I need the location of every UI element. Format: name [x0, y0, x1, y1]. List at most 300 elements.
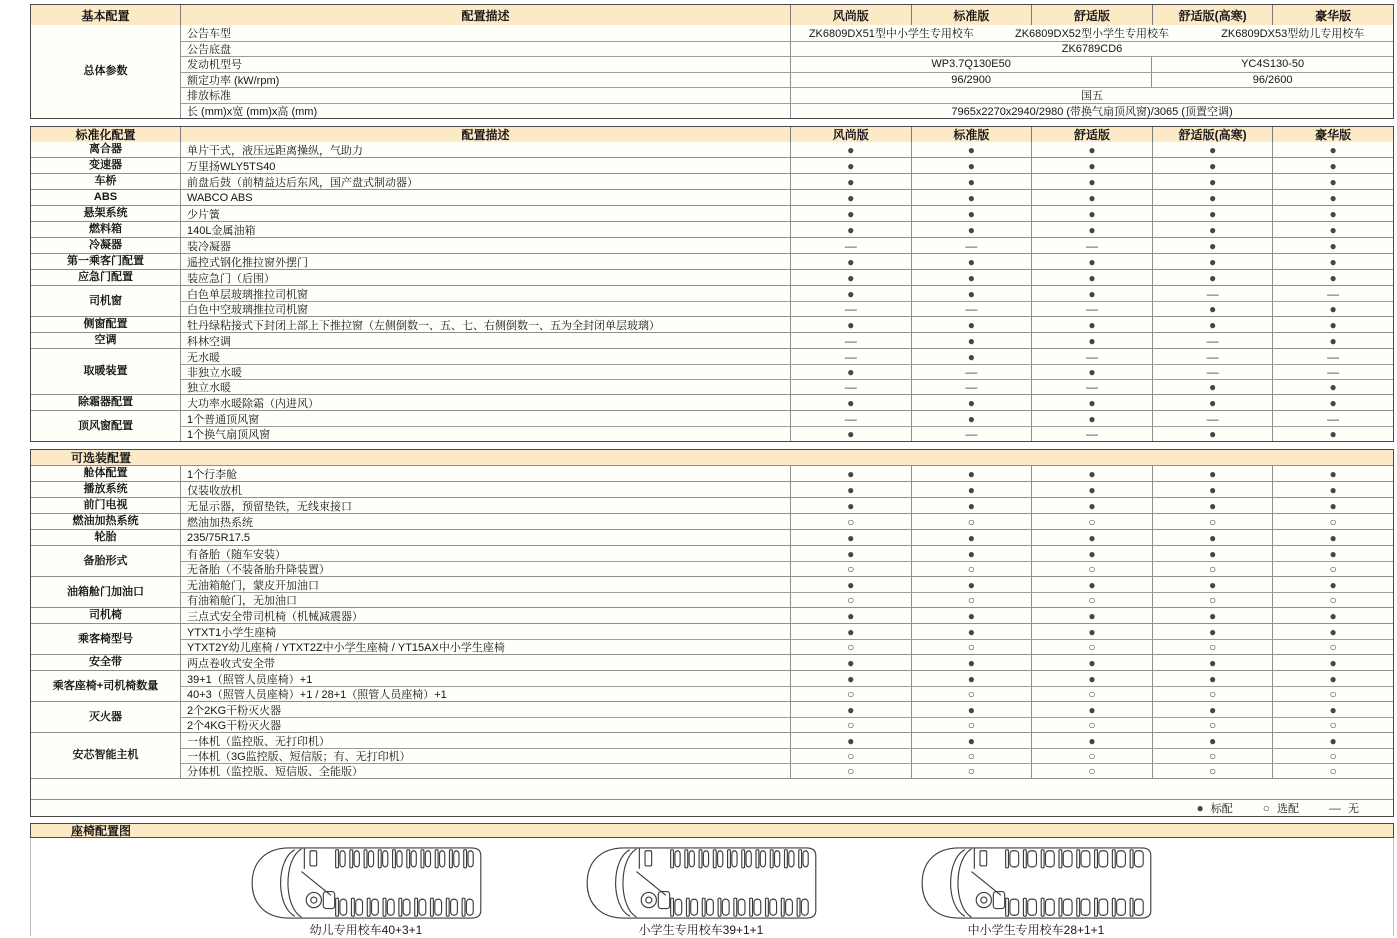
group-label: 冷凝器 — [31, 238, 181, 253]
config-group — [31, 513, 1393, 529]
config-row — [181, 671, 1393, 686]
config-desc: 2个2KG干粉灭火器 — [181, 702, 791, 717]
bus-topview-drawing — [576, 846, 826, 920]
group-label: 备胎形式 — [31, 546, 181, 576]
param-group — [31, 25, 1393, 118]
config-row — [181, 333, 1393, 348]
standard-marker: ● — [912, 286, 1033, 301]
group-label: 油箱舱门加油口 — [31, 577, 181, 607]
standard-marker: ● — [912, 206, 1033, 221]
standard-marker: ● — [791, 624, 912, 639]
version-header: 舒适版(高寒) — [1153, 5, 1274, 25]
group-label: 总体参数 — [31, 25, 181, 118]
standard-marker: ● — [1153, 498, 1274, 513]
standard-marker: ● — [1329, 206, 1337, 221]
seating-diagrams — [30, 838, 1394, 936]
bus-caption: 中小学生专用校车28+1+1 — [967, 923, 1105, 937]
standard-marker: ● — [912, 498, 1033, 513]
standard-marker: ● — [912, 671, 1033, 686]
standard-marker: ● — [1329, 333, 1337, 348]
config-desc: 少片簧 — [181, 206, 791, 221]
config-group — [31, 654, 1393, 670]
optional-marker: ○ — [1032, 593, 1153, 607]
config-row — [181, 624, 1393, 639]
config-desc: WABCO ABS — [181, 190, 791, 205]
config-row — [181, 142, 1393, 157]
standard-marker: ● — [912, 190, 1033, 205]
standard-marker: ● — [1032, 466, 1153, 481]
config-group — [31, 348, 1393, 394]
standard-marker: ● — [1032, 577, 1153, 592]
config-value: 国五 — [1081, 90, 1103, 103]
standard-marker: ● — [1153, 142, 1274, 157]
version-header: 舒适版 — [1032, 127, 1153, 142]
standard-marker: ● — [912, 546, 1033, 561]
config-desc: 白色中空玻璃推拉司机窗 — [181, 302, 791, 316]
optional-marker: ○ — [912, 562, 1033, 576]
standard-marker: ● — [1153, 702, 1274, 717]
standard-marker: ● — [1153, 254, 1274, 269]
config-group — [31, 410, 1393, 441]
none-marker: — — [1153, 365, 1274, 379]
config-group — [31, 205, 1393, 221]
legend-label: 标配 — [1210, 803, 1233, 815]
optional-marker: ○ — [912, 514, 1033, 529]
standard-marker: ● — [1329, 317, 1337, 332]
standard-config-section — [30, 126, 1394, 442]
group-label: 灭火器 — [31, 702, 181, 732]
standard-marker: ● — [1153, 190, 1274, 205]
standard-marker: ● — [1153, 577, 1274, 592]
optional-marker: ○ — [1153, 687, 1274, 701]
config-row — [181, 498, 1393, 513]
standard-marker: ● — [1329, 498, 1337, 513]
config-row — [181, 639, 1393, 654]
config-row — [181, 482, 1393, 497]
config-desc: 无油箱舱门，蒙皮开加油口 — [181, 577, 791, 592]
group-label: 乘客椅型号 — [31, 624, 181, 654]
standard-marker: ● — [1032, 142, 1153, 157]
standard-marker: ● — [1329, 577, 1337, 592]
standard-marker: ● — [1329, 546, 1337, 561]
none-marker: — — [791, 238, 912, 253]
standard-marker: ● — [1329, 254, 1337, 269]
config-group — [31, 189, 1393, 205]
optional-marker: ○ — [1153, 562, 1274, 576]
optional-marker: ○ — [912, 718, 1033, 732]
config-desc: 无备胎（不装备胎升降装置） — [181, 562, 791, 576]
config-row — [181, 530, 1393, 545]
basic-row — [181, 25, 1393, 41]
standard-marker: ● — [791, 530, 912, 545]
version-header: 舒适版(高寒) — [1153, 127, 1274, 142]
optional-marker: ○ — [1329, 562, 1337, 576]
config-desc: 无水暖 — [181, 349, 791, 364]
standard-marker: ● — [791, 608, 912, 623]
seating-section — [30, 823, 1394, 936]
group-label: 侧窗配置 — [31, 317, 181, 332]
basic-config-body — [31, 25, 1393, 118]
standard-marker: ● — [1032, 395, 1153, 410]
standard-marker: ● — [1032, 482, 1153, 497]
optional-marker: ○ — [1153, 764, 1274, 778]
version-header: 风尚版 — [791, 5, 912, 25]
bus-diagram — [576, 846, 826, 938]
config-group — [31, 623, 1393, 654]
none-marker: — — [1032, 302, 1153, 316]
standard-marker: ● — [1329, 302, 1337, 316]
standard-marker: ● — [791, 655, 912, 670]
standard-marker: ● — [1153, 671, 1274, 686]
optional-marker: ○ — [791, 749, 912, 763]
group-label: 燃料箱 — [31, 222, 181, 237]
standard-marker: ● — [912, 270, 1033, 285]
standard-marker: ● — [912, 482, 1033, 497]
config-desc: 大功率水暖除霜（内进风） — [181, 395, 791, 410]
config-row — [181, 686, 1393, 701]
config-desc: 排放标准 — [181, 88, 791, 103]
config-desc: 发动机型号 — [181, 57, 791, 72]
standard-marker: ● — [791, 174, 912, 189]
bus-topview-drawing — [241, 846, 491, 920]
legend — [31, 799, 1393, 816]
basic-header-row — [31, 5, 1393, 25]
config-desc: 装冷凝器 — [181, 238, 791, 253]
standard-marker: ● — [1153, 380, 1274, 394]
standard-marker: ● — [1153, 174, 1274, 189]
config-row — [181, 158, 1393, 173]
config-group — [31, 237, 1393, 253]
optional-marker: ○ — [791, 764, 912, 778]
config-desc: 有备胎（随车安装） — [181, 546, 791, 561]
standard-marker: ● — [1032, 702, 1153, 717]
none-marker: — — [912, 302, 1033, 316]
standard-marker: ● — [1153, 238, 1274, 253]
standard-marker: ● — [1329, 733, 1337, 748]
config-row — [181, 411, 1393, 426]
config-group — [31, 173, 1393, 189]
standard-marker: ● — [1032, 333, 1153, 348]
config-desc: YTXT1小学生座椅 — [181, 624, 791, 639]
standard-marker: ● — [912, 530, 1033, 545]
group-label: 司机椅 — [31, 608, 181, 623]
group-label: 轮胎 — [31, 530, 181, 545]
standard-marker: ● — [791, 190, 912, 205]
standard-marker: ● — [1032, 671, 1153, 686]
group-label: 空调 — [31, 333, 181, 348]
config-desc: 1个换气扇顶风窗 — [181, 427, 791, 441]
config-desc: 独立水暖 — [181, 380, 791, 394]
standard-marker: ● — [791, 395, 912, 410]
version-header: 风尚版 — [791, 127, 912, 142]
standard-marker: ● — [1153, 530, 1274, 545]
config-row — [181, 717, 1393, 732]
group-label: 安全带 — [31, 655, 181, 670]
group-label: ABS — [31, 190, 181, 205]
optional-marker: ○ — [1329, 718, 1337, 732]
group-label: 第一乘客门配置 — [31, 254, 181, 269]
standard-marker: ● — [791, 733, 912, 748]
optional-marker: ○ — [1032, 749, 1153, 763]
optional-marker: ○ — [1329, 593, 1337, 607]
config-row — [181, 270, 1393, 285]
optional-marker: ○ — [1153, 514, 1274, 529]
config-row — [181, 222, 1393, 237]
standard-marker: ● — [912, 349, 1033, 364]
config-row — [181, 702, 1393, 717]
standard-marker: ● — [1153, 302, 1274, 316]
standard-marker: ● — [1329, 380, 1337, 394]
config-group — [31, 285, 1393, 316]
group-label: 播放系统 — [31, 482, 181, 497]
standard-marker: ● — [1153, 624, 1274, 639]
bus-caption: 幼儿专用校车40+3+1 — [309, 923, 423, 937]
config-group — [31, 732, 1393, 778]
config-value: 96/2600 — [1252, 73, 1293, 86]
optional-marker: ○ — [1032, 640, 1153, 654]
config-desc: 前盘后鼓（前精益达后东风，国产盘式制动器） — [181, 174, 791, 189]
none-marker: — — [1032, 427, 1153, 441]
standard-marker: ● — [1329, 530, 1337, 545]
config-desc: 公告底盘 — [181, 42, 791, 57]
optional-marker: ○ — [1153, 593, 1274, 607]
legend-label: 无 — [1348, 803, 1359, 815]
config-desc: 万里扬WLY5TS40 — [181, 158, 791, 173]
none-marker: — — [791, 333, 912, 348]
standard-marker: ● — [1329, 671, 1337, 686]
standard-marker: ● — [912, 608, 1033, 623]
standard-marker: ● — [791, 427, 912, 441]
optional-marker: ○ — [912, 687, 1033, 701]
none-marker: — — [1327, 349, 1340, 364]
standard-header-row — [31, 127, 1393, 142]
config-desc: 长 (mm)x宽 (mm)x高 (mm) — [181, 104, 791, 119]
optional-marker: ○ — [912, 593, 1033, 607]
standard-marker: ● — [1032, 411, 1153, 426]
config-row — [181, 206, 1393, 221]
standard-marker: ● — [912, 222, 1033, 237]
legend-item-optional — [1263, 800, 1299, 816]
standard-marker: ● — [1153, 733, 1274, 748]
standard-marker: ● — [1032, 254, 1153, 269]
config-row — [181, 763, 1393, 778]
config-row — [181, 514, 1393, 529]
standard-marker: ● — [1329, 174, 1337, 189]
version-header: 豪华版 — [1315, 8, 1352, 23]
seating-section-title: 座椅配置图 — [30, 823, 1394, 838]
config-desc: 额定功率 (kW/rpm) — [181, 73, 791, 88]
standard-marker: ● — [1032, 498, 1153, 513]
standard-marker: ● — [1153, 206, 1274, 221]
config-group — [31, 466, 1393, 481]
optional-marker: ○ — [791, 514, 912, 529]
standard-marker: ● — [791, 702, 912, 717]
config-group — [31, 157, 1393, 173]
config-row — [181, 317, 1393, 332]
standard-marker: ● — [1032, 190, 1153, 205]
config-row — [181, 254, 1393, 269]
standard-marker: ● — [912, 624, 1033, 639]
config-desc: 科林空调 — [181, 333, 791, 348]
standard-marker: ● — [1329, 427, 1337, 441]
config-group — [31, 316, 1393, 332]
standard-marker: ● — [1153, 158, 1274, 173]
standard-marker: ● — [1032, 655, 1153, 670]
config-desc: 140L金属油箱 — [181, 222, 791, 237]
config-group — [31, 670, 1393, 701]
basic-row — [181, 56, 1393, 72]
group-label: 变速器 — [31, 158, 181, 173]
optional-marker: ○ — [1153, 749, 1274, 763]
config-row — [181, 174, 1393, 189]
config-row — [181, 655, 1393, 670]
config-desc: 39+1（照管人员座椅）+1 — [181, 671, 791, 686]
optional-section-title: 可选装配置 — [31, 450, 1393, 466]
config-desc: 白色单层玻璃推拉司机窗 — [181, 286, 791, 301]
config-desc: 235/75R17.5 — [181, 530, 791, 545]
standard-marker: ● — [791, 270, 912, 285]
none-marker: — — [1327, 286, 1340, 301]
config-value: ZK6809DX51型中小学生专用校车 — [808, 27, 974, 40]
config-desc: 仅装收放机 — [181, 482, 791, 497]
config-row — [181, 592, 1393, 607]
config-row — [181, 577, 1393, 592]
standard-marker: ● — [791, 577, 912, 592]
optional-marker: ○ — [1329, 640, 1337, 654]
desc-column-header: 配置描述 — [181, 127, 791, 142]
config-desc: 分体机（监控版、短信版、全能版） — [181, 764, 791, 778]
standard-marker: ● — [791, 142, 912, 157]
standard-marker: ● — [1329, 142, 1337, 157]
config-desc: 公告车型 — [181, 25, 791, 41]
standard-marker: ● — [791, 222, 912, 237]
optional-marker: ○ — [1329, 749, 1337, 763]
standard-marker: ● — [1153, 270, 1274, 285]
group-label: 离合器 — [31, 142, 181, 157]
config-desc: YTXT2Y幼儿座椅 / YTXT2Z中小学生座椅 / YT15AX中小学生座椅 — [181, 640, 791, 654]
optional-marker: ○ — [912, 764, 1033, 778]
standard-marker: ● — [1032, 158, 1153, 173]
standard-marker: ● — [1329, 608, 1337, 623]
standard-marker: ● — [1329, 190, 1337, 205]
basic-row — [181, 41, 1393, 57]
config-value: 7965x2270x2940/2980 (带换气扇顶风窗)/3065 (顶置空调) — [951, 105, 1233, 118]
bus-caption: 小学生专用校车39+1+1 — [638, 923, 764, 937]
standard-marker: ● — [791, 286, 912, 301]
optional-marker: ○ — [1032, 562, 1153, 576]
optional-marker: ○ — [1153, 640, 1274, 654]
optional-config-body — [31, 466, 1393, 778]
config-group — [31, 142, 1393, 157]
standard-marker: ● — [1329, 466, 1337, 481]
config-group — [31, 221, 1393, 237]
desc-column-header: 配置描述 — [181, 5, 791, 25]
group-label: 应急门配置 — [31, 270, 181, 285]
standard-config-body — [31, 142, 1393, 441]
group-label: 顶风窗配置 — [31, 411, 181, 441]
standard-marker: ● — [1153, 482, 1274, 497]
none-marker-icon: — — [1329, 801, 1341, 815]
config-group — [31, 701, 1393, 732]
none-marker: — — [1153, 349, 1274, 364]
config-row — [181, 349, 1393, 364]
optional-marker: ○ — [1329, 764, 1337, 778]
none-marker: — — [1032, 380, 1153, 394]
config-group — [31, 394, 1393, 410]
standard-marker: ● — [912, 254, 1033, 269]
standard-marker: ● — [791, 206, 912, 221]
none-marker: — — [791, 302, 912, 316]
config-group — [31, 576, 1393, 607]
standard-marker: ● — [912, 158, 1033, 173]
standard-marker: ● — [912, 395, 1033, 410]
optional-marker: ○ — [791, 562, 912, 576]
standard-marker: ● — [791, 317, 912, 332]
config-row — [181, 561, 1393, 576]
optional-marker: ○ — [1032, 718, 1153, 732]
standard-marker: ● — [1032, 286, 1153, 301]
standard-marker: ● — [1032, 530, 1153, 545]
config-row — [181, 395, 1393, 410]
version-header: 标准版 — [912, 127, 1033, 142]
optional-marker: ○ — [1032, 514, 1153, 529]
standard-marker: ● — [1032, 546, 1153, 561]
none-marker: — — [912, 380, 1033, 394]
standard-marker: ● — [1329, 655, 1337, 670]
standard-marker: ● — [791, 365, 912, 379]
optional-config-section — [30, 449, 1394, 817]
config-row — [181, 364, 1393, 379]
bus-topview-drawing — [911, 846, 1161, 920]
standard-marker: ● — [1329, 624, 1337, 639]
group-label: 悬架系统 — [31, 206, 181, 221]
basic-section-title: 基本配置 — [31, 5, 181, 25]
standard-marker: ● — [791, 254, 912, 269]
config-row — [181, 301, 1393, 316]
standard-marker: ● — [1153, 466, 1274, 481]
standard-marker: ● — [1153, 608, 1274, 623]
optional-marker: ○ — [791, 640, 912, 654]
standard-marker: ● — [1032, 608, 1153, 623]
config-desc: 三点式安全带司机椅（机械减震器） — [181, 608, 791, 623]
standard-marker: ● — [791, 482, 912, 497]
group-label: 车桥 — [31, 174, 181, 189]
config-value: 96/2900 — [791, 73, 1152, 88]
standard-marker: ● — [1153, 655, 1274, 670]
config-row — [181, 379, 1393, 394]
standard-marker: ● — [912, 702, 1033, 717]
optional-marker: ○ — [1153, 718, 1274, 732]
version-header: 标准版 — [912, 5, 1033, 25]
standard-marker: ● — [791, 466, 912, 481]
none-marker: — — [1032, 238, 1153, 253]
config-row — [181, 238, 1393, 253]
config-desc: 有油箱舱门，无加油口 — [181, 593, 791, 607]
none-marker: — — [1032, 349, 1153, 364]
standard-marker: ● — [912, 411, 1033, 426]
none-marker: — — [1153, 286, 1274, 301]
standard-marker: ● — [1329, 238, 1337, 253]
standard-marker: ● — [1032, 270, 1153, 285]
standard-marker: ● — [912, 577, 1033, 592]
none-marker: — — [912, 238, 1033, 253]
config-desc: 一体机（3G监控版、短信版；有、无打印机） — [181, 749, 791, 763]
basic-row — [181, 87, 1393, 103]
config-row — [181, 608, 1393, 623]
basic-row — [181, 103, 1393, 119]
none-marker: — — [912, 427, 1033, 441]
config-desc: 燃油加热系统 — [181, 514, 791, 529]
